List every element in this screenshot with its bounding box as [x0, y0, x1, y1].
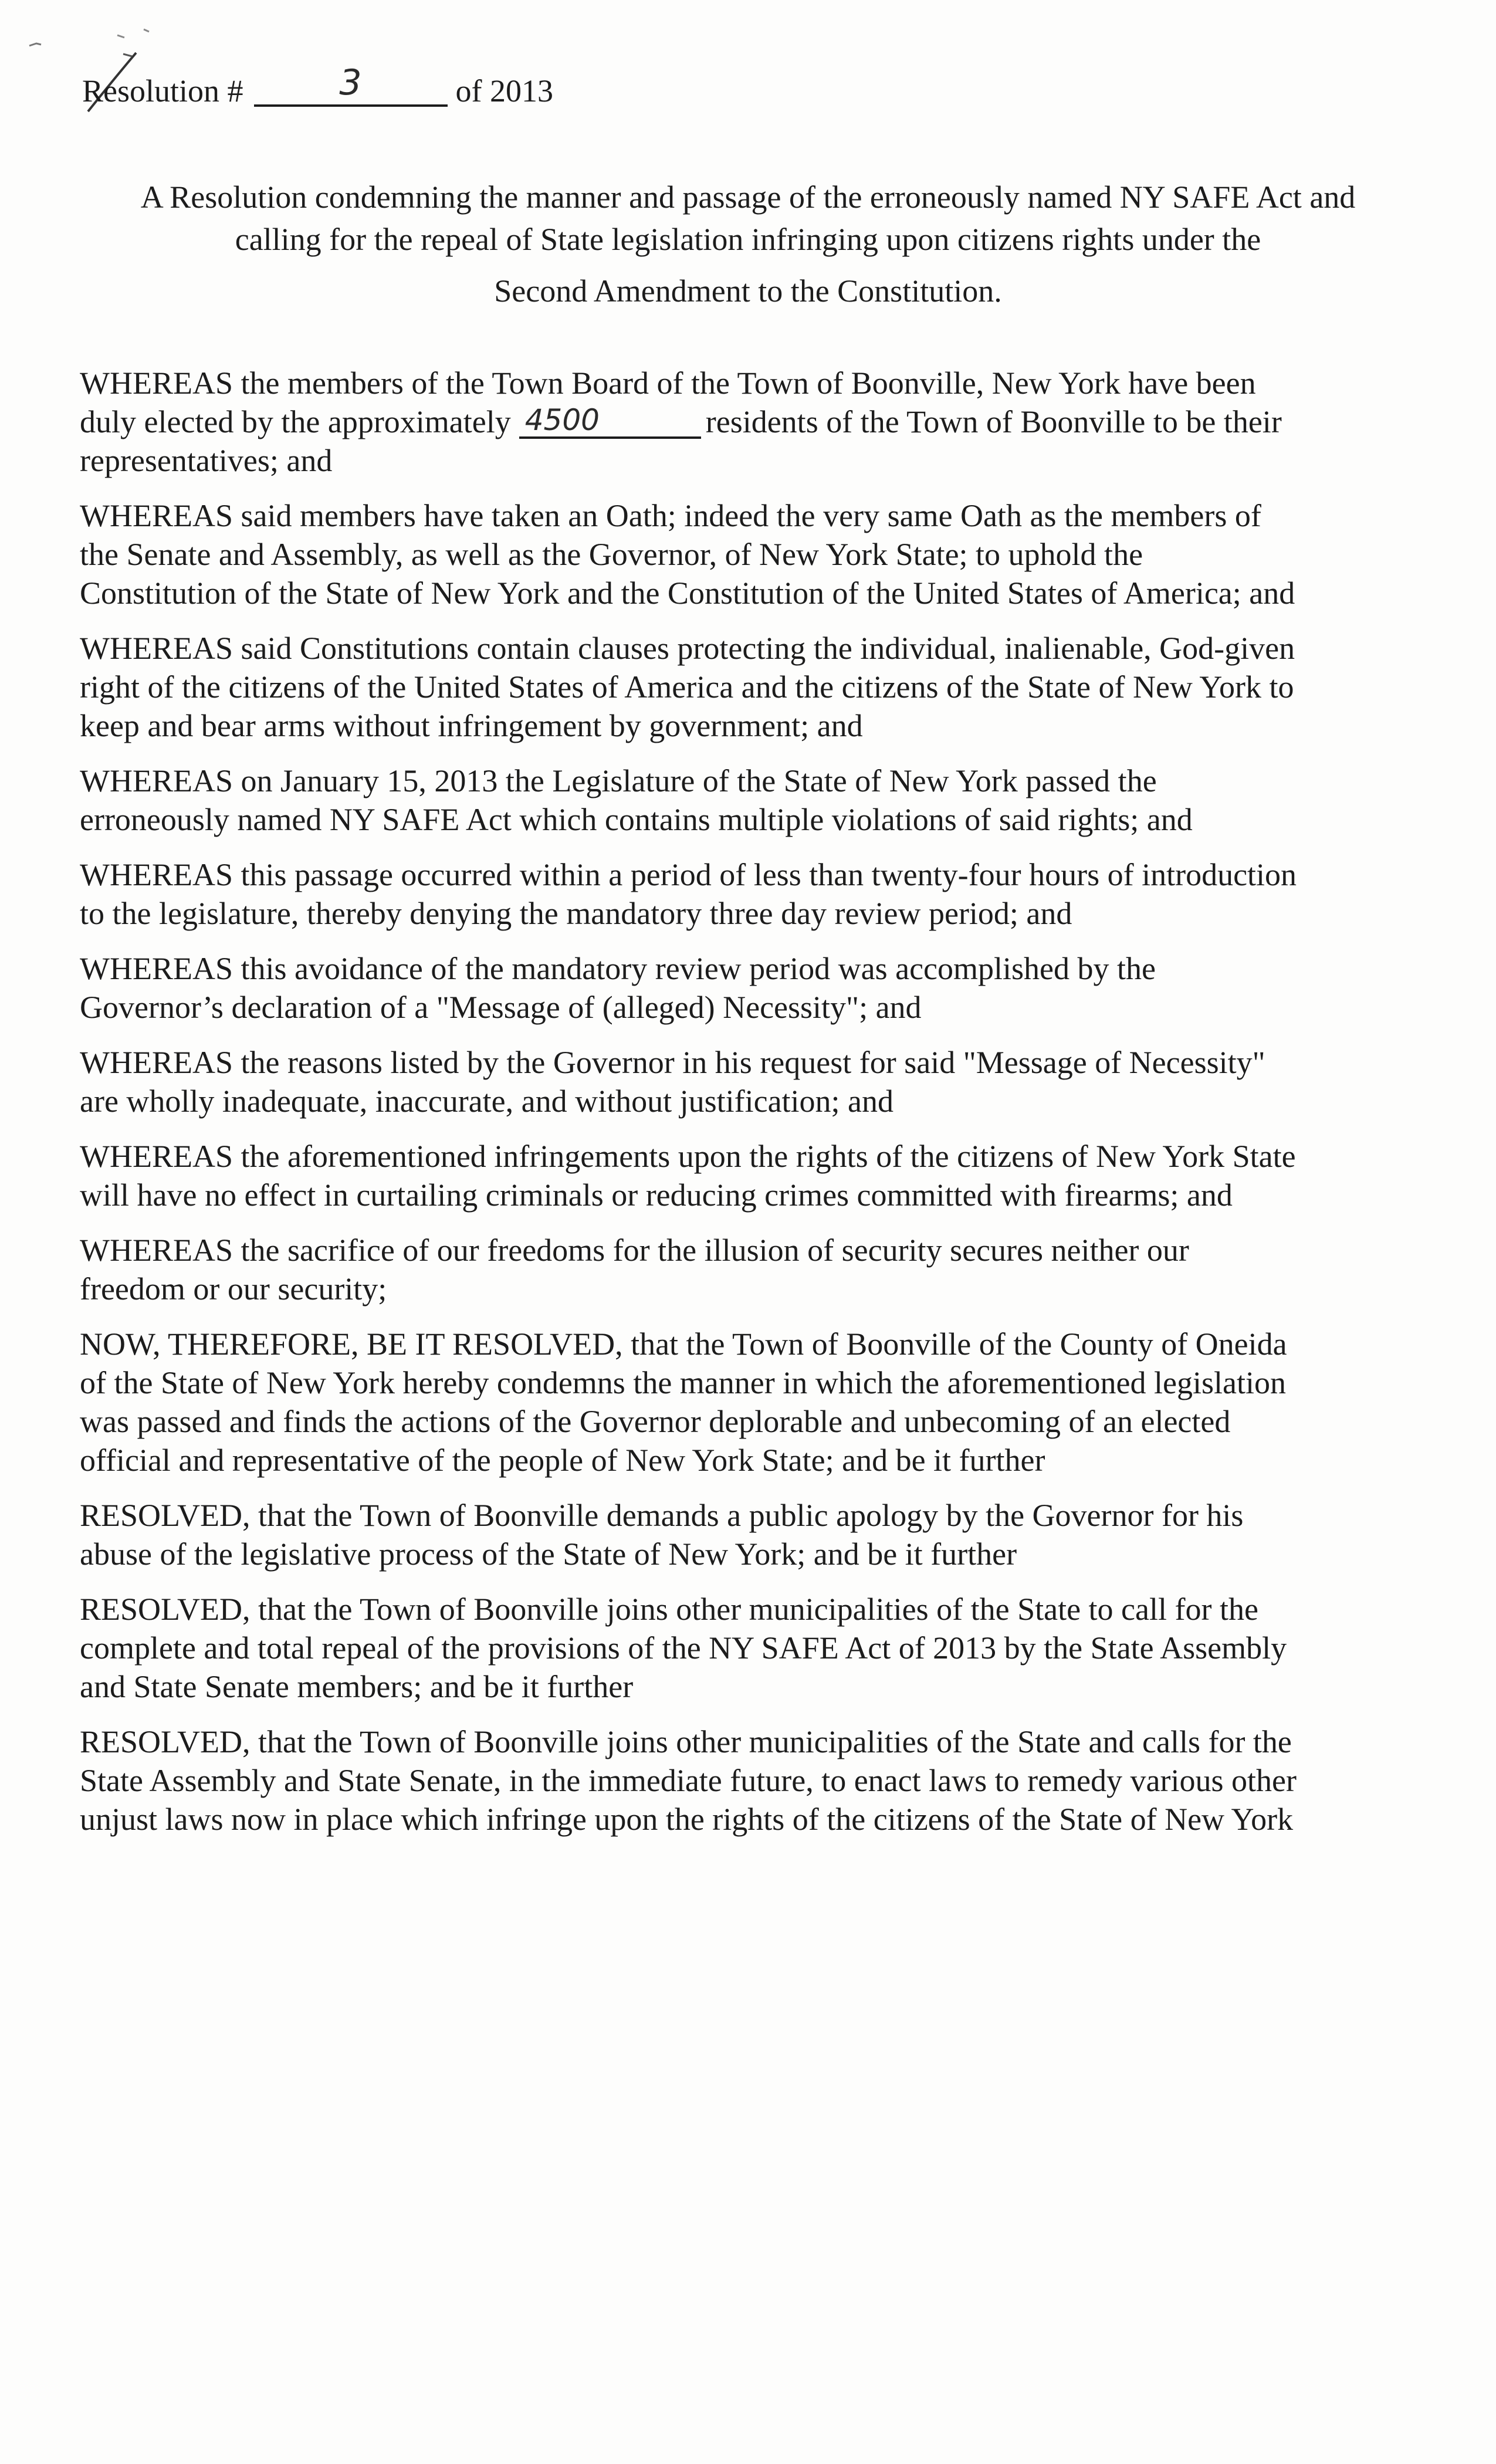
clause-paragraph: [80, 855, 1423, 933]
clause-paragraph: [80, 1722, 1423, 1839]
clause-paragraph: [80, 496, 1423, 612]
clause-paragraph: [80, 1231, 1423, 1308]
title-line-3: Second Amendment to the Constitution.: [494, 273, 1002, 309]
residents-count-field: [519, 403, 701, 439]
clause-line-with-blank: [80, 402, 1423, 441]
clause-paragraph: [80, 1043, 1423, 1121]
clause-line: WHEREAS said members have taken an Oath; indeed the very same Oath as the members of: [80, 498, 1261, 533]
resolution-label: Resolution #: [82, 73, 243, 109]
clause-line: the Senate and Assembly, as well as the Governor, of New York State; to uphold the: [80, 537, 1143, 572]
clause-paragraph: [80, 364, 1423, 480]
title-line-1: A Resolution condemning the manner and passage of the erroneously named NY SAFE Act and: [140, 180, 1356, 215]
resolution-body: [80, 364, 1423, 1855]
resolution-title: [82, 176, 1414, 317]
clause-line: unjust laws now in place which infringe upon the rights of the citizens of the State of New York: [80, 1802, 1294, 1837]
resolution-number-handwritten: 3: [339, 62, 362, 103]
clause-line: and State Senate members; and be it further: [80, 1669, 634, 1704]
clause-line: RESOLVED, that the Town of Boonville joins other municipalities of the State and calls for the: [80, 1724, 1292, 1759]
clause-paragraph: [80, 1325, 1423, 1480]
clause-line: complete and total repeal of the provisions of the NY SAFE Act of 2013 by the State Assembly: [80, 1630, 1287, 1666]
clause-paragraph: [80, 1137, 1423, 1214]
resolution-number-line: [82, 62, 553, 111]
clause-line: freedom or our security;: [80, 1271, 387, 1307]
clause-line: WHEREAS the reasons listed by the Governor in his request for said "Message of Necessity": [80, 1045, 1265, 1080]
clause-line: official and representative of the people of New York State; and be it further: [80, 1443, 1045, 1478]
residents-count-handwritten: 4500: [524, 403, 600, 437]
fill-line-before: duly elected by the approximately: [80, 404, 511, 439]
clause-paragraph: [80, 1590, 1423, 1706]
clause-line: WHEREAS said Constitutions contain clauses protecting the individual, inalienable, God-given: [80, 631, 1295, 666]
clause-line: RESOLVED, that the Town of Boonville demands a public apology by the Governor for his: [80, 1498, 1244, 1533]
clause-line: Governor’s declaration of a "Message of (alleged) Necessity"; and: [80, 990, 922, 1025]
clause-line: to the legislature, thereby denying the mandatory three day review period; and: [80, 896, 1072, 931]
title-line-2: calling for the repeal of State legislation infringing upon citizens rights under the: [235, 222, 1261, 257]
clause-paragraph: [80, 629, 1423, 745]
clause-line: WHEREAS the sacrifice of our freedoms for the illusion of security secures neither our: [80, 1233, 1189, 1268]
clause-line: Constitution of the State of New York and the Constitution of the United States of America; and: [80, 576, 1295, 611]
clause-line: abuse of the legislative process of the State of New York; and be it further: [80, 1536, 1017, 1572]
clause-paragraph: [80, 1496, 1423, 1573]
resolution-number-field: [254, 62, 448, 107]
clause-paragraph: [80, 949, 1423, 1027]
clause-line: WHEREAS the aforementioned infringements upon the rights of the citizens of New York State: [80, 1139, 1296, 1174]
clause-line: representatives; and: [80, 443, 333, 478]
clause-line: WHEREAS this avoidance of the mandatory review period was accomplished by the: [80, 951, 1156, 986]
clause-line: will have no effect in curtailing criminals or reducing crimes committed with firearms; and: [80, 1177, 1233, 1213]
clause-line: WHEREAS this passage occurred within a period of less than twenty-four hours of introduction: [80, 857, 1297, 892]
clause-line: erroneously named NY SAFE Act which contains multiple violations of said rights; and: [80, 802, 1193, 837]
clause-line: keep and bear arms without infringement by government; and: [80, 708, 863, 743]
fill-line-after: residents of the Town of Boonville to be their: [705, 404, 1282, 439]
clause-line: are wholly inadequate, inaccurate, and without justification; and: [80, 1084, 894, 1119]
clause-line: right of the citizens of the United States of America and the citizens of the State of New York to: [80, 669, 1294, 705]
clause-line: State Assembly and State Senate, in the immediate future, to enact laws to remedy various other: [80, 1763, 1297, 1798]
clause-line: NOW, THEREFORE, BE IT RESOLVED, that the Town of Boonville of the County of Oneida: [80, 1326, 1287, 1362]
clause-line: of the State of New York hereby condemns the manner in which the aforementioned legislation: [80, 1365, 1286, 1400]
clause-paragraph: [80, 761, 1423, 839]
clause-line: was passed and finds the actions of the Governor deplorable and unbecoming of an elected: [80, 1404, 1231, 1439]
clause-line: WHEREAS on January 15, 2013 the Legislature of the State of New York passed the: [80, 763, 1157, 798]
resolution-year: of 2013: [455, 73, 553, 109]
clause-line: WHEREAS the members of the Town Board of the Town of Boonville, New York have been: [80, 365, 1256, 401]
clause-line: RESOLVED, that the Town of Boonville joins other municipalities of the State to call for the: [80, 1592, 1258, 1627]
